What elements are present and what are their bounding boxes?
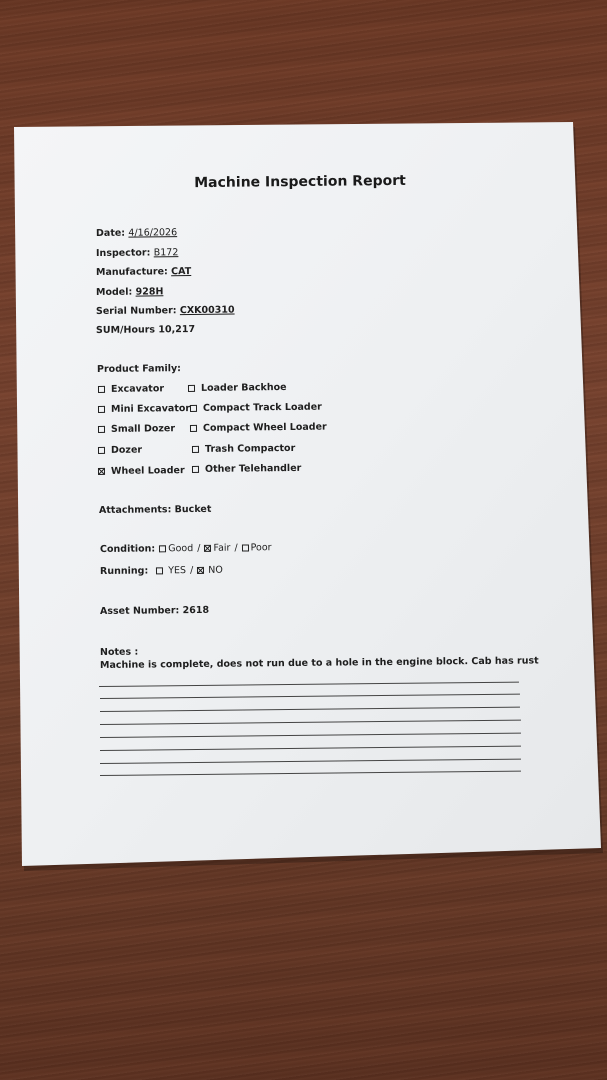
model-value: 928H bbox=[135, 286, 164, 298]
note-line bbox=[99, 682, 519, 687]
note-line bbox=[100, 759, 521, 764]
condition-good-option[interactable] bbox=[159, 543, 193, 554]
notes-text: Machine is complete, does not run due to a hole in the engine block. Cab has rust bbox=[99, 655, 539, 671]
date-label: Date: bbox=[95, 227, 126, 239]
product-label: Compact Track Loader bbox=[202, 401, 322, 414]
hours-field bbox=[96, 324, 195, 336]
note-line bbox=[100, 707, 520, 712]
checkbox-icon bbox=[192, 466, 199, 473]
product-trash-compactor[interactable] bbox=[192, 443, 295, 455]
asset-number-field bbox=[100, 605, 209, 617]
product-small-dozer[interactable] bbox=[98, 423, 175, 435]
product-mini-excavator[interactable] bbox=[98, 403, 190, 415]
checkbox-icon bbox=[242, 544, 249, 551]
inspector-label: Inspector: bbox=[95, 247, 151, 259]
condition-row bbox=[100, 542, 272, 555]
separator: / bbox=[234, 542, 238, 554]
hours-label: SUM/Hours bbox=[95, 324, 156, 336]
condition-fair-option[interactable] bbox=[204, 543, 230, 554]
model-field bbox=[96, 286, 163, 298]
inspector-value: B172 bbox=[153, 247, 179, 259]
running-label: Running: bbox=[99, 565, 149, 577]
notes-label: Notes : bbox=[99, 646, 139, 658]
running-yes-option[interactable] bbox=[156, 565, 186, 576]
serial-value: CXK00310 bbox=[179, 304, 235, 317]
note-line bbox=[100, 720, 521, 725]
checkbox-icon bbox=[190, 405, 197, 412]
checked-checkbox-icon bbox=[98, 468, 105, 475]
checkbox-icon bbox=[98, 386, 105, 393]
date-field bbox=[96, 227, 177, 239]
attachments-field bbox=[99, 504, 211, 516]
note-line bbox=[100, 733, 521, 738]
product-label: Other Telehandler bbox=[204, 462, 302, 475]
product-label: Compact Wheel Loader bbox=[202, 421, 327, 434]
option-label: YES bbox=[168, 565, 187, 577]
attachments-value: Bucket bbox=[174, 503, 212, 516]
product-compact-wheel-loader[interactable] bbox=[190, 422, 327, 434]
option-label: Fair bbox=[213, 542, 231, 554]
date-value: 4/16/2026 bbox=[128, 227, 178, 239]
product-family-label: Product Family: bbox=[96, 363, 182, 375]
separator: / bbox=[190, 565, 194, 577]
model-label: Model: bbox=[95, 286, 133, 298]
checkbox-icon bbox=[156, 567, 163, 574]
product-excavator[interactable] bbox=[98, 383, 164, 395]
checkbox-icon bbox=[98, 426, 105, 433]
manufacture-label: Manufacture: bbox=[95, 266, 168, 278]
product-label: Excavator bbox=[110, 383, 165, 395]
running-no-option[interactable] bbox=[197, 565, 223, 576]
note-line bbox=[100, 771, 521, 776]
asset-number-label: Asset Number: bbox=[99, 605, 180, 617]
attachments-label: Attachments: bbox=[98, 504, 172, 516]
serial-label: Serial Number: bbox=[95, 305, 177, 317]
note-line bbox=[100, 694, 520, 699]
running-row bbox=[100, 565, 223, 577]
hours-value: 10,217 bbox=[158, 323, 196, 336]
asset-number-value: 2618 bbox=[182, 604, 210, 617]
option-label: Poor bbox=[250, 542, 272, 554]
serial-field bbox=[96, 305, 235, 317]
product-label: Mini Excavator bbox=[110, 403, 191, 415]
product-label: Small Dozer bbox=[110, 423, 176, 435]
inspector-field bbox=[96, 247, 178, 259]
product-label: Loader Backhoe bbox=[200, 381, 287, 394]
product-label: Wheel Loader bbox=[110, 465, 185, 477]
checked-checkbox-icon bbox=[197, 567, 204, 574]
product-label: Trash Compactor bbox=[204, 442, 296, 455]
report-title: Machine Inspection Report bbox=[194, 172, 406, 192]
checked-checkbox-icon bbox=[204, 545, 211, 552]
option-label: Good bbox=[168, 543, 194, 555]
checkbox-icon bbox=[98, 406, 105, 413]
condition-poor-option[interactable] bbox=[242, 542, 272, 553]
manufacture-value: CAT bbox=[171, 266, 192, 278]
checkbox-icon bbox=[159, 545, 166, 552]
product-compact-track-loader[interactable] bbox=[190, 402, 322, 414]
checkbox-icon bbox=[190, 425, 197, 432]
manufacture-field bbox=[96, 266, 191, 278]
checkbox-icon bbox=[98, 447, 105, 454]
note-line bbox=[100, 746, 521, 751]
product-label: Dozer bbox=[110, 444, 143, 456]
product-other-telehandler[interactable] bbox=[192, 463, 301, 475]
condition-label: Condition: bbox=[99, 543, 156, 555]
product-loader-backhoe[interactable] bbox=[188, 382, 287, 394]
checkbox-icon bbox=[192, 446, 199, 453]
product-dozer[interactable] bbox=[98, 445, 142, 456]
separator: / bbox=[197, 542, 201, 554]
option-label: NO bbox=[208, 564, 223, 576]
checkbox-icon bbox=[188, 385, 195, 392]
product-wheel-loader[interactable] bbox=[98, 465, 185, 477]
